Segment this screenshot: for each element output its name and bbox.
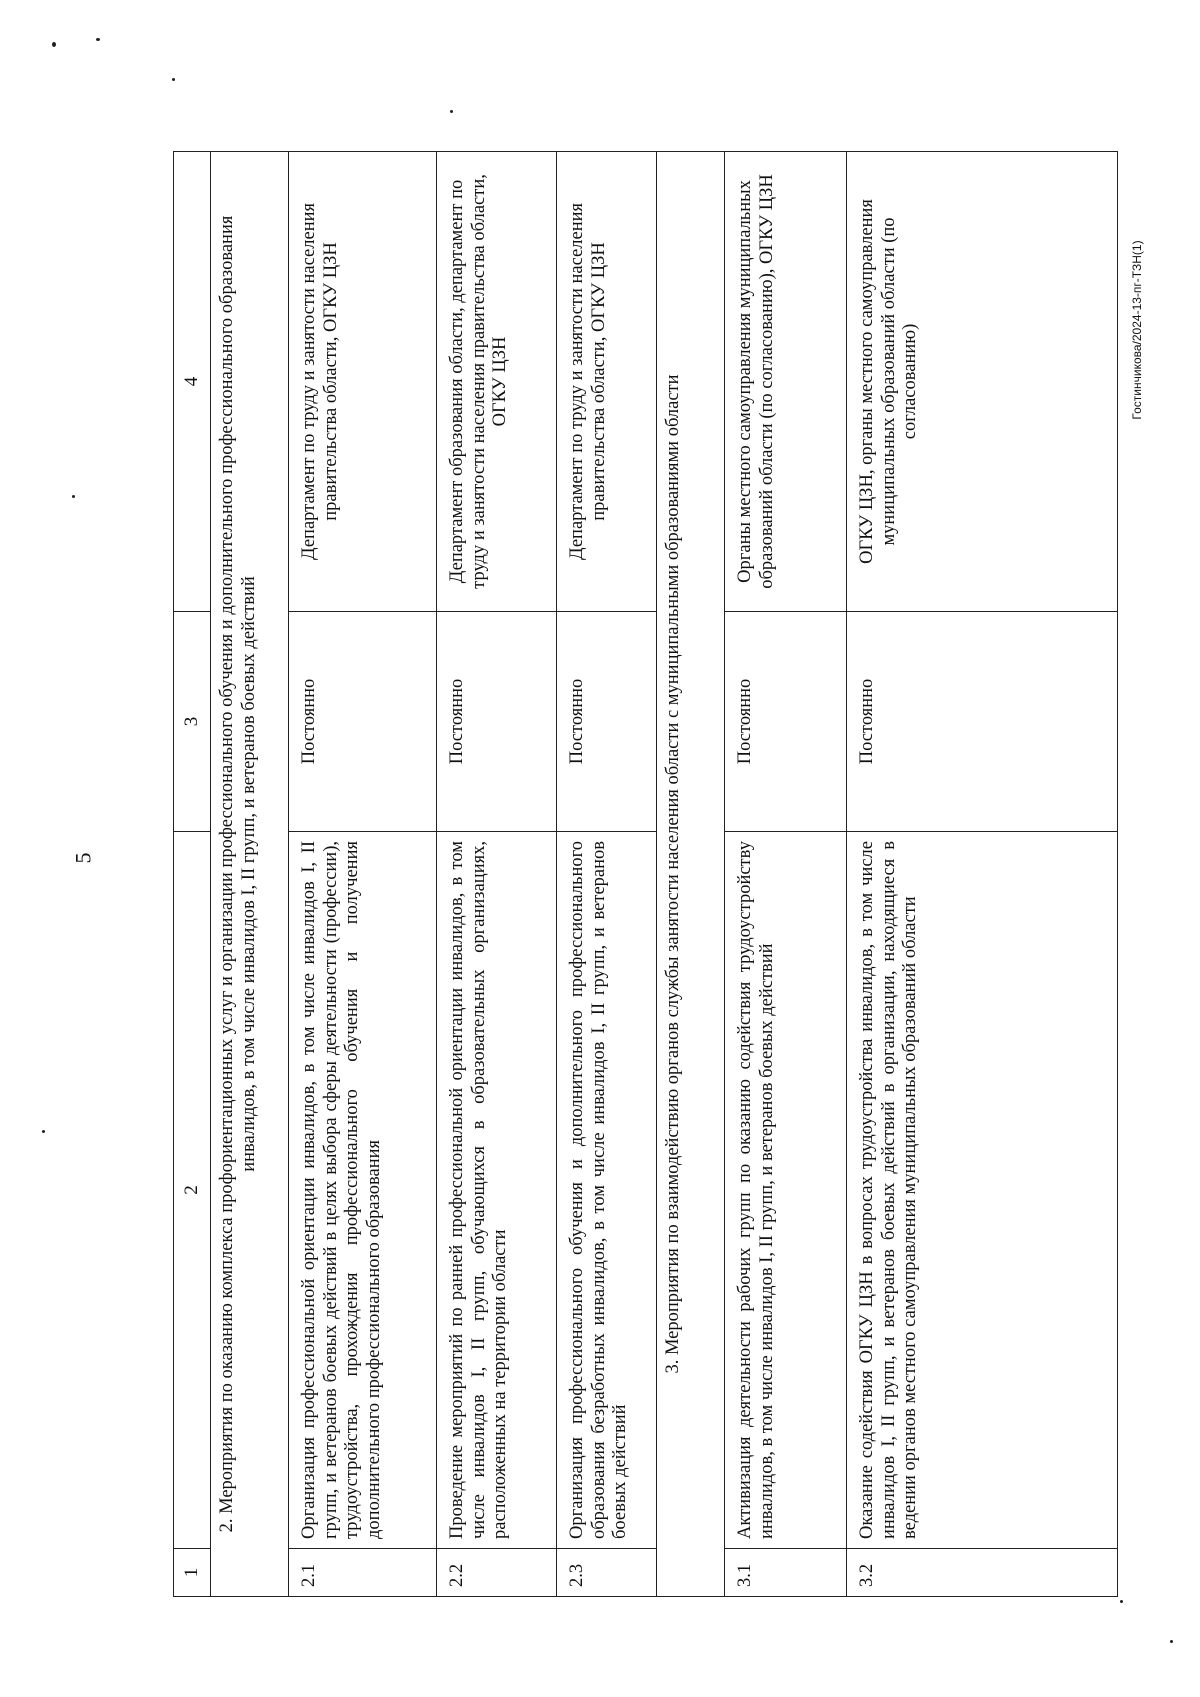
scan-speck bbox=[1120, 1600, 1123, 1603]
section-2-number: 2. bbox=[217, 1518, 237, 1533]
section-2-cell bbox=[211, 152, 289, 1597]
row-measure-text: Организация профессионального обучения и дополнительного профессионального образования безработных инвалидов, в том числе инвалидов I, II групп, и ветеранов боевых действий bbox=[557, 832, 657, 1549]
row-deadline: Постоянно bbox=[725, 612, 847, 832]
section-3-cell: 3. Мероприятия по взаимодействию органов службы занятости населения области с муниципальными образованиями области bbox=[657, 152, 725, 1597]
row-responsible: Департамент образования области, департамент по труду и занятости населения правительства области, ОГКУ ЦЗН bbox=[437, 152, 557, 612]
header-cell-4: 4 bbox=[174, 152, 211, 612]
document-code-text: Гостинчикова/2024-13-пг-ТЗН(1) bbox=[1130, 240, 1144, 420]
header-cell-2: 2 bbox=[174, 832, 211, 1549]
table-row bbox=[847, 152, 1118, 1597]
scan-speck bbox=[450, 110, 453, 113]
row-number: 2.3 bbox=[557, 1549, 657, 1597]
row-deadline: Постоянно bbox=[847, 612, 1118, 832]
row-measure-text: Активизация деятельности рабочих групп по оказанию содействия трудоустройству инвалидов, в том числе инвалидов I, II групп, и ветеранов боевых действий bbox=[725, 832, 847, 1549]
page-number: 5 bbox=[70, 852, 96, 864]
row-measure-text: Организация профессиональной ориентации инвалидов, в том числе инвалидов I, II групп, и ветеранов боевых действий в целях выбора сферы деятельности (профессии), трудоустройства, прохождения профессионального обучения и получения дополнительного профессионального образования bbox=[289, 832, 437, 1549]
row-responsible: ОГКУ ЦЗН, органы местного самоуправления муниципальных образований области (по согласованию) bbox=[847, 152, 1118, 612]
row-responsible: Департамент по труду и занятости населения правительства области, ОГКУ ЦЗН bbox=[557, 152, 657, 612]
row-deadline: Постоянно bbox=[289, 612, 437, 832]
scan-speck bbox=[1170, 1640, 1173, 1643]
section-2-title: Мероприятия по оказанию комплекса профориентационных услуг и организации профессионального обучения и дополнительного профессионального образования инвалидов, в том числе инвалидов I, II групп, и ветеранов боевых действий bbox=[217, 215, 259, 1514]
scan-speck bbox=[52, 42, 56, 47]
table-row bbox=[725, 152, 847, 1597]
table-row bbox=[557, 152, 657, 1597]
scan-speck bbox=[72, 495, 75, 498]
row-responsible: Департамент по труду и занятости населения правительства области, ОГКУ ЦЗН bbox=[289, 152, 437, 612]
scan-speck bbox=[96, 38, 100, 41]
row-measure-text: Проведение мероприятий по ранней профессиональной ориентации инвалидов, в том числе инвалидов I, II групп, обучающихся в образовательных организациях, расположенных на территории области bbox=[437, 832, 557, 1549]
table-header-row bbox=[174, 152, 211, 1597]
row-number: 2.2 bbox=[437, 1549, 557, 1597]
section-row-3 bbox=[657, 152, 725, 1597]
table-row bbox=[437, 152, 557, 1597]
row-deadline: Постоянно bbox=[557, 612, 657, 832]
row-number: 2.1 bbox=[289, 1549, 437, 1597]
document-code bbox=[1130, 240, 1150, 420]
row-number: 3.2 bbox=[847, 1549, 1118, 1597]
measures-table bbox=[173, 151, 1118, 1597]
row-responsible: Органы местного самоуправления муниципальных образований области (по согласованию), ОГКУ ЦЗН bbox=[725, 152, 847, 612]
header-cell-1: 1 bbox=[174, 1549, 211, 1597]
rotated-table-container bbox=[173, 152, 1118, 1597]
scan-speck bbox=[172, 78, 175, 81]
header-cell-3: 3 bbox=[174, 612, 211, 832]
table-row bbox=[289, 152, 437, 1597]
section-row-2 bbox=[211, 152, 289, 1597]
row-deadline: Постоянно bbox=[437, 612, 557, 832]
scan-speck bbox=[42, 1130, 45, 1133]
row-measure-text: Оказание содействия ОГКУ ЦЗН в вопросах трудоустройства инвалидов, в том числе инвалидов I, II групп, и ветеранов боевых действий в организации, находящиеся в ведении органов местного самоуправления муниципальных образований области bbox=[847, 832, 1118, 1549]
row-number: 3.1 bbox=[725, 1549, 847, 1597]
